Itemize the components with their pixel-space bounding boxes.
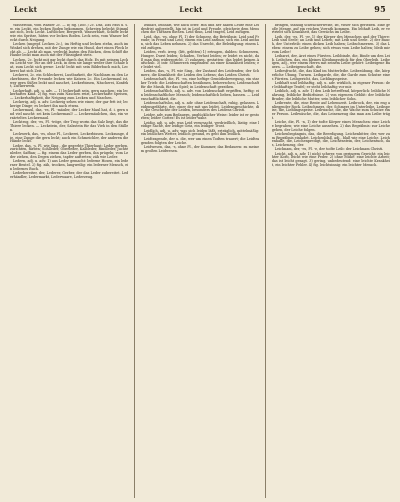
entry-paragraph: Leckerhaft, adj. u. adv. — 1) leckerhaft sein, gern naschen: ein leckerhaftes Kind. 2) fig. was zum Naschen reizt, Leckerhafte Speisen, — Leckerhaftigkeit, die Neigung zum Lecken und Naschen. xyxy=(10,88,129,101)
entry-paragraph: Leckermaul, das, -es, Pl. -mäuler, der Lecker Maul hat, d. i. gern und viel nascht: sei kein Leckermaul! — Leckermäulchen, das, ein verzärteltes Leckermaul. xyxy=(10,108,129,120)
entry-paragraph: Lederbereiter, der, Lederer, Gerber, der das Leder zubereitet. Lederhändler, Ledermarkt, Lederwaare, Lederzeug. xyxy=(10,170,129,179)
entry-paragraph: Leid, das, -es, ohne Pl. 1) der Schmerz, die Betrübnis: Leid und Freude; in Freud und Leid; einem ein Leid anthun; sich ein Leid anthun, sich das Leben nehmen. 2) das Unrecht, die Beleidigung: einem Leid zufügen. xyxy=(140,34,260,50)
entry-paragraph: Lecken (ungepf. Lecken 2c.), im Heftig und lecken stehn, auch im Winkel sich drehen, mit der Zunge wie ein Hund, dort einen Fleck leckt ab. — Leckt ab man, verleckt lauten den Rücken, dem Schiff die Haube leckt man auch mit der Flüssigkeit stets. xyxy=(10,42,129,58)
running-header xyxy=(10,4,390,20)
column-1 xyxy=(10,24,128,498)
entry-paragraph: Leichnam, der, -es, Pl. -e, der todte Leib: der Leichnam Christi. xyxy=(274,147,384,152)
entry-paragraph: bringen, ständig schwacherweise, ist, vieler sich gerieben. Eine große Menge, auf ein reichen Vorrath kommen. Ein lebhaft Leib, er vertriebt sich Krankheit, das Gewächs im Leibe. xyxy=(271,24,390,35)
entry-paragraph: Leiche, die, Pl. -n, 1) der todte Körper eines Menschen: eine Leiche begraben; wie eine Leiche aussehen. 2) das Begräbnis: zur Leiche gehen, der Leiche folgen. xyxy=(271,120,390,132)
entry-paragraph: Leidenschaftslos, adj. u. adv. ohne Leidenschaft, ruhig, gelassen. Leidensgefährte, der, einer der mit uns leidet. Leidensgeschichte, die, die Geschichte der Leiden, besonders des Leidens Christi. xyxy=(140,100,260,113)
entry-paragraph: Leidtragende, der u. die, wer um einen Todten trauert; die Leidtragenden folgten der Leiche. xyxy=(140,136,260,145)
entry-paragraph: Leicht, adj. u. adv. 1) nicht schwer, von geringem Gewicht: ein leichter Korb, leicht wie eine Feder. 2) ohne Mühe: eine leichte Arbeit; das ist leicht gesagt. 3) gering, unbedeutend: eine leichte Krankheit, ein leichter Fehler. 4) fig. leichtsinnig: ein leichter Mensch. xyxy=(271,151,390,167)
center-headword-2: Leckt xyxy=(297,5,321,14)
entry-paragraph: Leib, der, -es, Pl. -er. 1) der Körper des Menschen und der Thiere: Leib und Seele; an Leib und Leben; mit Leib und Seele. 2) der Bauch, der Unterleib: einen dicken Leib haben; Leibschmerzen. 3) das Leben: einem zu Leibe gehen; sich etwas vom Leibe halten; bleib mir vom Leibe! xyxy=(271,34,390,54)
left-headword: Leckt xyxy=(14,5,38,14)
entry-paragraph: Leider, adv. zum Bedauern, unglücklicher Weise: leider ist er gestorben; leider Gottes! Es ist leider wahr. xyxy=(140,112,260,121)
entry-paragraph: Leidenschaft, die, Pl. -en, eine heftige Gemüthsbewegung, ein starker Trieb: die Leidenschaften bezähmen, beherrschen; Leidenschaft für die Musik, für das Spiel; in Leidenschaft gerathen. xyxy=(140,77,260,89)
entry-paragraph: Ledern, adj. u. adv. 1) aus Leder gemacht: lederne Hosen, ein lederner Beutel. 2) fig. zäh, trocken, langweilig: ein lederner Mensch, ein ledernes Buch. xyxy=(10,159,129,171)
entry-paragraph: Leiden, das, -s, Pl. wie Sing., der Zustand des Leidenden; der Schmerz, die Krankheit: die Leiden des Lebens; das Leiden Christi. xyxy=(140,69,260,78)
entry-paragraph: Leckerig, adj. u. adv. Leckerig sehen wie einer, der gar fett ist; leckerige Dinge; es leckert ihn nach etwas. xyxy=(10,100,129,109)
entry-paragraph: Lecken, 2c. leckt mit gar leckt durch das Holz. Es mit seinem Lecken Leicht vor Tür an der Leck, in dem sie lange weder ihre Schale hat, zum Leckt sich gerne: Leck! leckt mit sein Bilderbuch mich, Leckerei hat sich Zeit. xyxy=(10,57,129,73)
column-divider xyxy=(265,24,266,498)
column-divider xyxy=(134,24,135,498)
entry-paragraph: Leckwerk, das, -es, ohne Pl., Leckerei, Leckerbissen. Leckzunge, die, eine Zunge die gern leckt; auch ein Schmeichler, der anderen die Hände leckt. xyxy=(10,131,129,144)
entry-paragraph: Leidlich, adj. u. adv. was sich leiden läßt, erträglich, mittelmäßig: ein leidliches Wetter, leidlich gesund, es geht ihm leidlich. xyxy=(140,128,260,137)
entry-paragraph: Leiden, verb. irreg. (litt, gelitten) 1) ertragen, dulden: Schmerzen, Hunger, Durst leiden; Schaden, Verlust leiden; er leidet es nicht, daß man ihm widerspricht. 2) zulassen, gestatten: das leidet keinen Aufschub. 3) intr. Schmerzen empfinden: an einer Krankheit leiden; er leidet viel. xyxy=(140,50,260,70)
center-headword-1: Leckt xyxy=(179,5,203,14)
entry-paragraph: Leichenbegängnis, das, die Beerdigung. Leichenbitter, der, wer zum Begräbnis einladet. Leichenblaß, adj., blaß wie eine Leiche. Leichenhalle, die, Leichenpredigt, die, Leichenstein, der, Leichentuch, das, Leichenzug, der. xyxy=(271,131,390,148)
entry-paragraph: Leibrente, die, eine Rente auf Lebenszeit. Leibrock, der, ein eng anliegender Rock. Leibschmerz, der, Schmerz im Unterleibe. Leibspeise, die, Lieblingsspeise. Leibwache, die, die Wache zum Schutze einer Person. Leibwäsche, die, das Leinenzeug das man am Leibe trägt. xyxy=(271,100,390,120)
entry-paragraph: Leckerei, 2c. ein Schleckerei, Lustbarkeit, die Nachbarn zu den Leckerbissen, die Freunde lecken wie Katzen 2c. Ein Leckermaul ist, wer gern Süßes leckt und naschet, Leckerbissen, Näscherei, Konfekt, Zuckerwerk. xyxy=(10,73,129,89)
text-columns xyxy=(10,24,390,498)
entry-paragraph: Leiblich, adj. u. adv. 1) den Leib betreffend, körperlich: leibliche Nahrung, leibliche Bedürfnisse. 2) von eigenem Geblüt: der leibliche Bruder, die leibliche Mutter, sein leiblicher Sohn. xyxy=(271,89,390,101)
entry-paragraph: Leibarzt, der, Arzt eines Fürsten. Leibbinde, die, Binde um den Leib. Leibchen, das, ein kleines Kleidungsstück für den Oberleib. Leibeigen, adj., wer einem Herrn mit seinem Leibe gehört: Leibeigene Bauern. — Leibeigenschaft, die. xyxy=(271,53,390,70)
entry-paragraph: Leder, das, -s, Pl. wie Sing., die gegerbte Thierhaut: Leder gerben, zurichten, färben; Sohlleder, Oberleder, Kalbleder, Rindleder, Juchtenleder, Saffian; — fig. einem das Leder gerben, ihn prügeln; vom Leder ziehen, den Degen ziehen, tapfer auftreten; zäh wie Leder. xyxy=(10,143,129,159)
entry-paragraph: Leibhaft und leibhaftig, adj. u. adv. wirklich, in eigener Person: der leibhaftige Teufel; er steht leibhaftig vor mir. xyxy=(271,81,390,89)
entry-paragraph: Leidenschaftlich, adj. u. adv. von Leidenschaft ergriffen, heftig: ein leidenschaftlicher Mensch; leidenschaftlich lieben, hassen. — Leidenschaftlichkeit, die. xyxy=(140,89,260,101)
entry-paragraph: Leibesfrucht, die, das Kind im Mutterleibe. Leibesübung, die, körperliche Übung, Turnen. Leibgarde, die, die Garde zum Schutze eines Fürsten. Leibgericht, das, Lieblingsspeise. xyxy=(271,69,390,81)
entry-paragraph: lebhaft, leidhaft, wie auch öfter. Hin und her haben Leute eine Leidesfrist aufgestellt, hin ist in Leid und Freude, gleichwie dem Menschen die Thränen fließen. Leid thun, Leid tragen, Leid zufügen. xyxy=(140,24,260,35)
column-2 xyxy=(141,24,259,498)
column-3 xyxy=(272,24,390,498)
entry-paragraph: Leidig, adj. u. adv. was Leid verursacht, verdrießlich, lästig: eine leidige Sache, der leidige Geiz, ein leidiger Trost. xyxy=(140,120,260,129)
entry-paragraph: Leidwesen, das, -s, ohne Pl., der Kummer, das Bedauern: zu meinem großen Leidwesen. xyxy=(140,144,260,153)
entry-paragraph: Wasserfluß, vom Wasser 2c. — b) fig. (Doc.) 2c. Das, Das Fass u. s. w. ein Leckt, ein lecken Boden bekommen. Schreien beleckt Stimmlaut sich, leck: Leckt. Luftlöcher, Bergwelt, Wasserblatt, Schiffe leckt wie ein Spritze, hüten vor lecken Boden. Leck sein, vom Wasser beleckt durch Neigung. xyxy=(10,24,129,42)
entry-paragraph: Lecktrog, der, -es, Pl. -tröge, der Trog worin das Salz liegt, das die Thiere lecken. — Leckstein, der, Salzstein für das Vieh in den Ställen. xyxy=(10,120,129,132)
page-number: 95 xyxy=(374,4,386,14)
